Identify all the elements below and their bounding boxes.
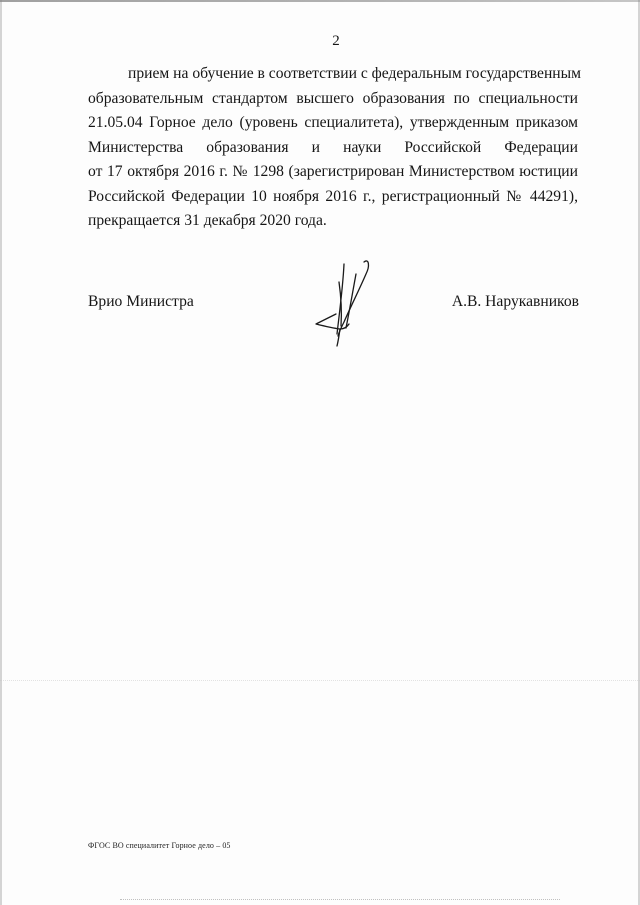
- body-line: от 17 октября 2016 г. № 1298 (зарегистрирован Министерством юстиции: [88, 163, 578, 180]
- scan-edge-left: [0, 0, 2, 905]
- body-line: 21.05.04 Горное дело (уровень специалитета), утвержденным приказом: [88, 114, 578, 131]
- page-number: 2: [332, 33, 340, 49]
- scan-edge-top: [0, 0, 640, 2]
- body-line: Российской Федерации 10 ноября 2016 г., регистрационный № 44291),: [88, 187, 578, 205]
- scan-artifact-line: [0, 680, 640, 681]
- body-line: прием на обучение в соответствии с федеральным государственным: [128, 65, 581, 82]
- body-line: образовательным стандартом высшего образования по специальности: [88, 89, 578, 107]
- scan-artifact-dots: [120, 899, 560, 900]
- body-line: Министерства образования и науки Российской Федерации: [88, 138, 578, 156]
- signatory-name: А.В. Нарукавников: [451, 293, 579, 310]
- body-line: прекращается 31 декабря 2020 года.: [88, 212, 327, 229]
- body-paragraph: [88, 62, 581, 234]
- handwritten-signature: [306, 256, 386, 348]
- signatory-title: Врио Министра: [88, 293, 194, 310]
- footer-document-code: ФГОС ВО специалитет Горное дело – 05: [88, 841, 231, 850]
